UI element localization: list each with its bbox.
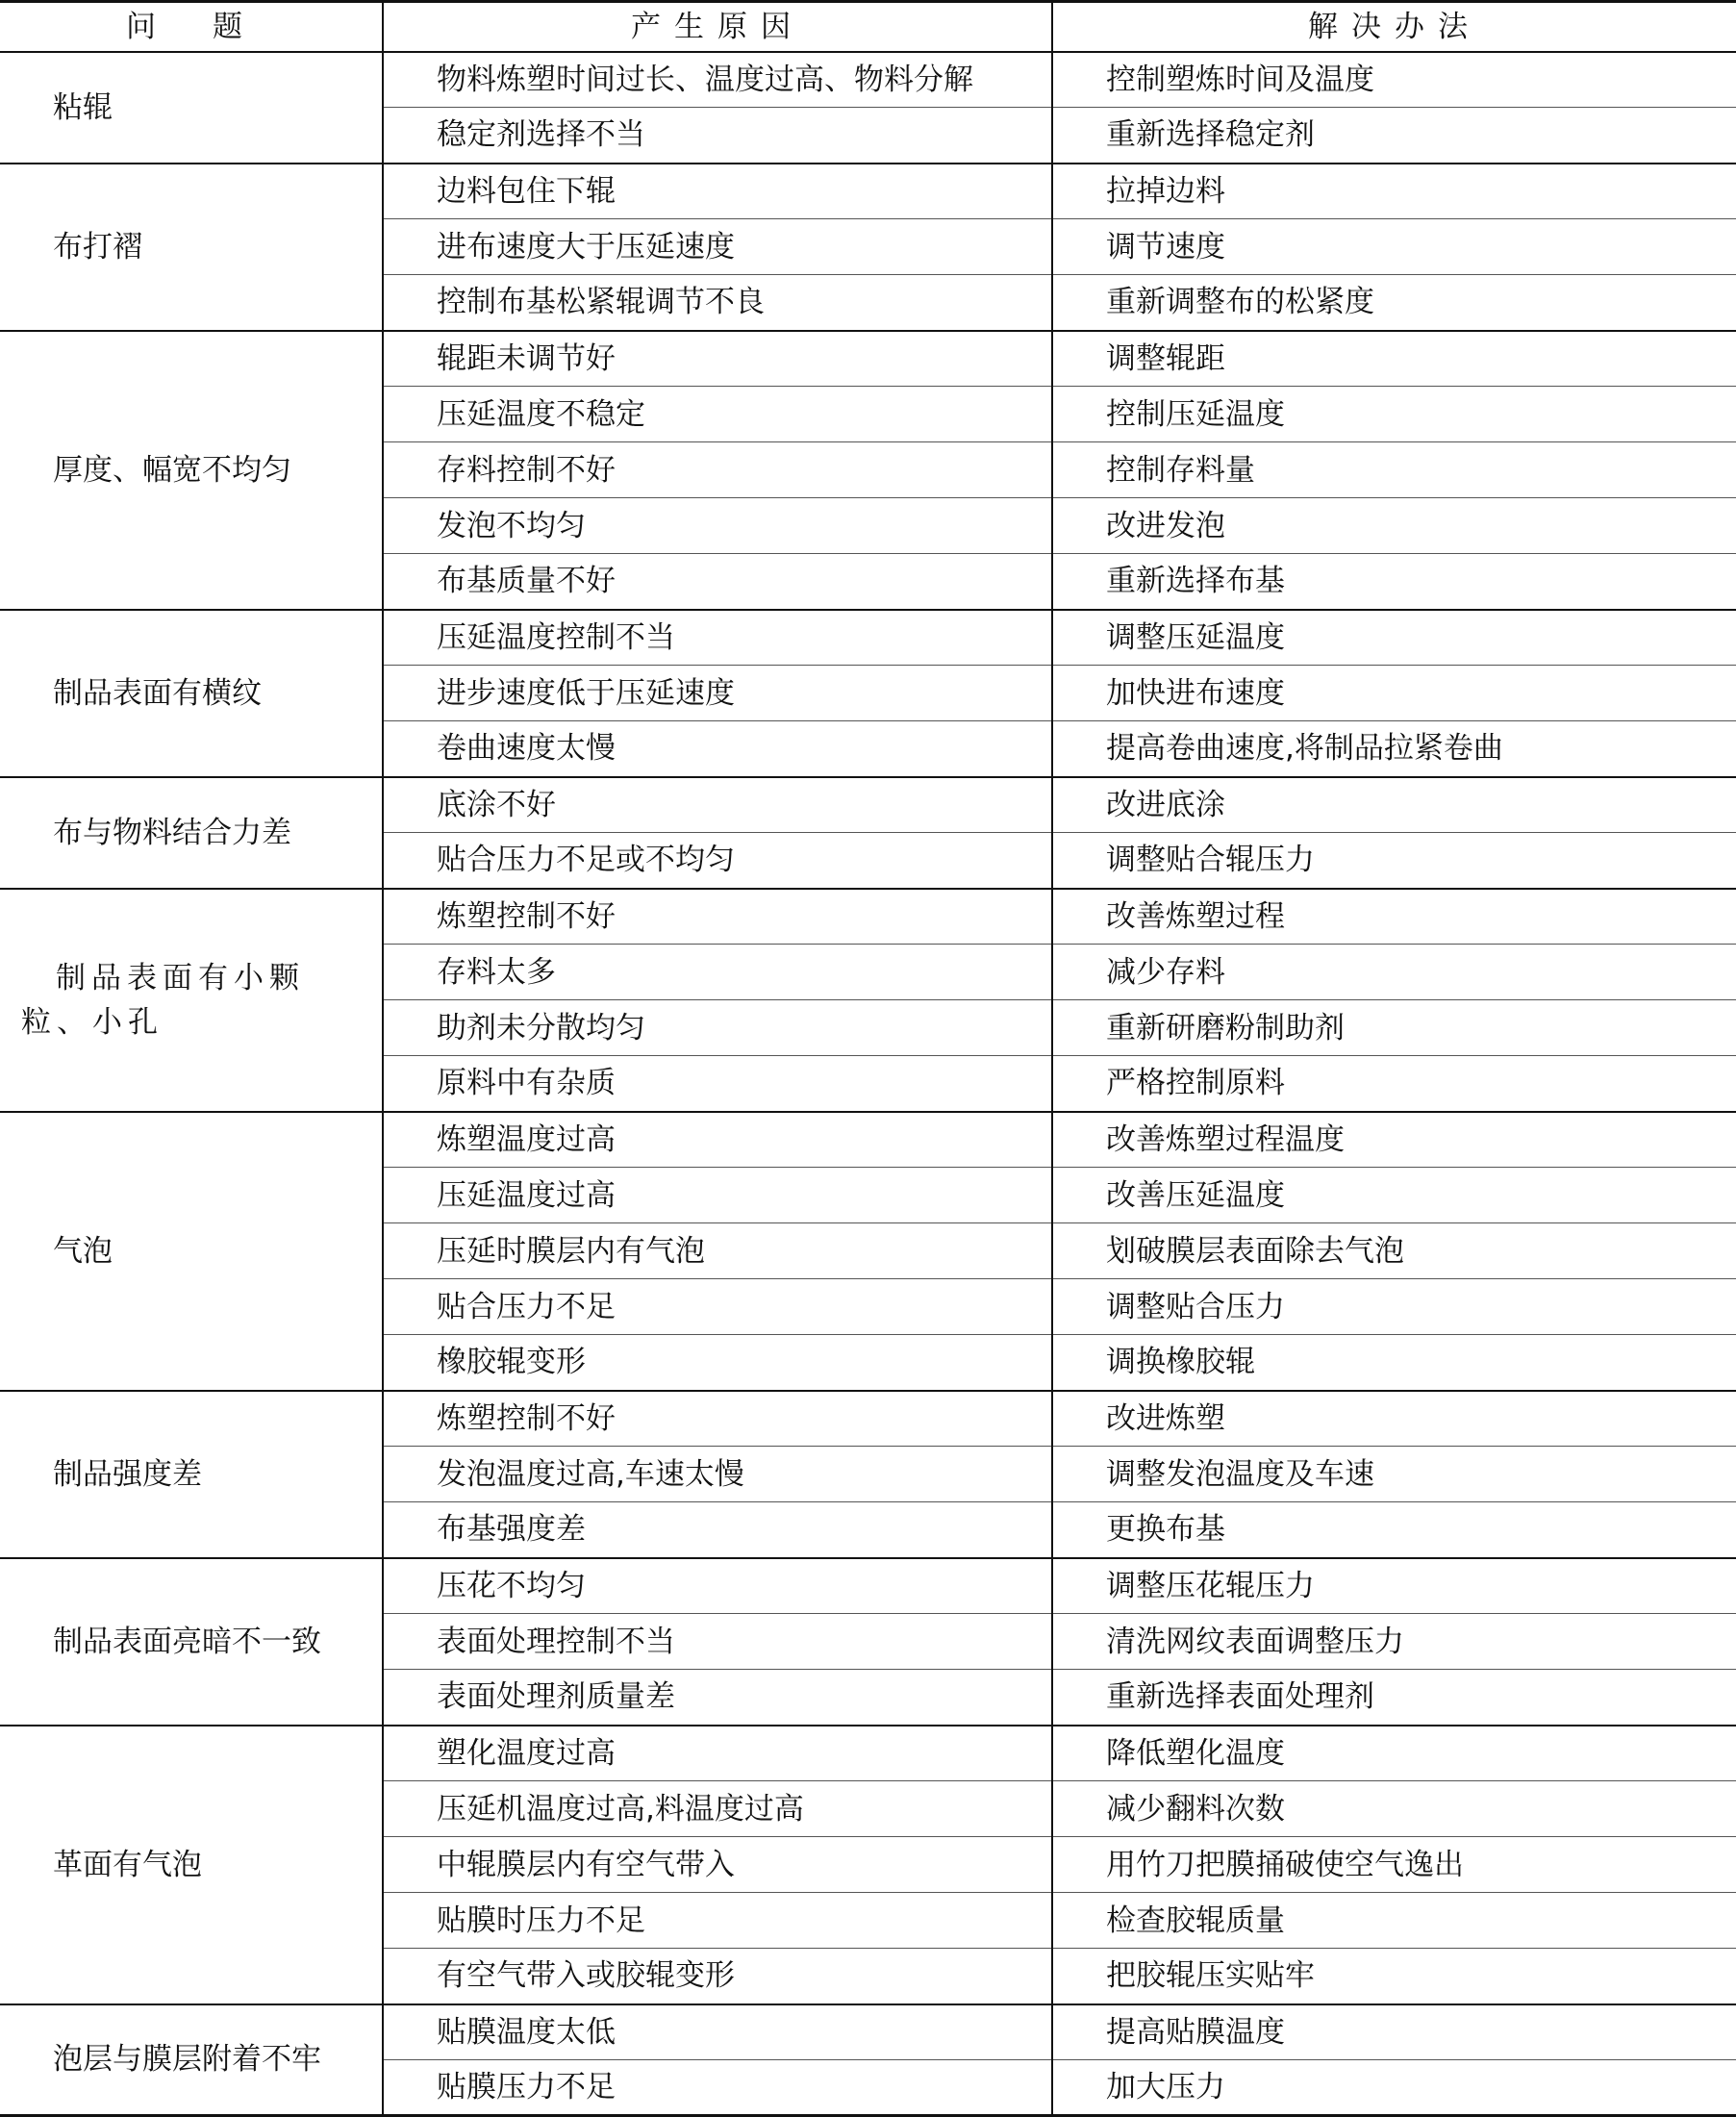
solution-cell: 改善压延温度 — [1052, 1168, 1736, 1223]
table-header — [0, 2, 1736, 52]
solution-cell: 控制压延温度 — [1052, 387, 1736, 442]
cause-cell: 稳定剂选择不当 — [383, 108, 1052, 164]
cause-cell: 贴膜压力不足 — [383, 2060, 1052, 2116]
table-row — [0, 1726, 1736, 1781]
cause-cell: 发泡不均匀 — [383, 498, 1052, 554]
table-row — [0, 777, 1736, 833]
solution-cell: 清洗网纹表面调整压力 — [1052, 1614, 1736, 1670]
table-row — [0, 331, 1736, 387]
cause-cell: 卷曲速度太慢 — [383, 721, 1052, 777]
cause-cell: 中辊膜层内有空气带入 — [383, 1837, 1052, 1893]
header-solution: 解决办法 — [1052, 2, 1736, 52]
cause-cell: 炼塑温度过高 — [383, 1112, 1052, 1168]
cause-cell: 存料控制不好 — [383, 442, 1052, 498]
solution-cell: 调整压花辊压力 — [1052, 1558, 1736, 1614]
cause-cell: 控制布基松紧辊调节不良 — [383, 275, 1052, 331]
solution-cell: 拉掉边料 — [1052, 164, 1736, 219]
cause-cell: 塑化温度过高 — [383, 1726, 1052, 1781]
table-row — [0, 164, 1736, 219]
solution-cell: 提高卷曲速度,将制品拉紧卷曲 — [1052, 721, 1736, 777]
problem-cell: 革面有气泡 — [0, 1726, 383, 2004]
cause-cell: 贴膜温度太低 — [383, 2004, 1052, 2060]
problem-cell: 泡层与膜层附着不牢 — [0, 2004, 383, 2116]
problem-cell: 布打褶 — [0, 164, 383, 331]
header-row — [0, 2, 1736, 52]
solution-cell: 加快进布速度 — [1052, 666, 1736, 721]
solution-cell: 减少翻料次数 — [1052, 1781, 1736, 1837]
solution-cell: 加大压力 — [1052, 2060, 1736, 2116]
cause-cell: 压延温度过高 — [383, 1168, 1052, 1223]
cause-cell: 底涂不好 — [383, 777, 1052, 833]
table-row — [0, 1558, 1736, 1614]
cause-cell: 贴膜时压力不足 — [383, 1893, 1052, 1949]
problem-cell: 制品表面亮暗不一致 — [0, 1558, 383, 1726]
solution-cell: 调整压延温度 — [1052, 610, 1736, 666]
solution-cell: 降低塑化温度 — [1052, 1726, 1736, 1781]
cause-cell: 布基质量不好 — [383, 554, 1052, 610]
solution-cell: 严格控制原料 — [1052, 1056, 1736, 1112]
table-row — [0, 52, 1736, 108]
solution-cell: 划破膜层表面除去气泡 — [1052, 1223, 1736, 1279]
table-row — [0, 889, 1736, 945]
solution-cell: 重新选择布基 — [1052, 554, 1736, 610]
cause-cell: 边料包住下辊 — [383, 164, 1052, 219]
solution-cell: 检查胶辊质量 — [1052, 1893, 1736, 1949]
table-row — [0, 1112, 1736, 1168]
solution-cell: 改进底涂 — [1052, 777, 1736, 833]
problem-cell: 布与物料结合力差 — [0, 777, 383, 889]
solution-cell: 重新选择表面处理剂 — [1052, 1670, 1736, 1726]
cause-cell: 压延时膜层内有气泡 — [383, 1223, 1052, 1279]
header-cause: 产生原因 — [383, 2, 1052, 52]
cause-cell: 橡胶辊变形 — [383, 1335, 1052, 1391]
solution-cell: 调整贴合压力 — [1052, 1279, 1736, 1335]
solution-cell: 改善炼塑过程 — [1052, 889, 1736, 945]
cause-cell: 物料炼塑时间过长、温度过高、物料分解 — [383, 52, 1052, 108]
table-row — [0, 610, 1736, 666]
cause-cell: 进布速度大于压延速度 — [383, 219, 1052, 275]
solution-cell: 重新研磨粉制助剂 — [1052, 1000, 1736, 1056]
cause-cell: 发泡温度过高,车速太慢 — [383, 1447, 1052, 1502]
problem-cell: 气泡 — [0, 1112, 383, 1391]
cause-cell: 压延温度控制不当 — [383, 610, 1052, 666]
solution-cell: 调节速度 — [1052, 219, 1736, 275]
cause-cell: 进步速度低于压延速度 — [383, 666, 1052, 721]
problem-cell: 制品表面有小颗粒、小孔 — [0, 889, 383, 1112]
solution-cell: 改善炼塑过程温度 — [1052, 1112, 1736, 1168]
solution-cell: 用竹刀把膜捅破使空气逸出 — [1052, 1837, 1736, 1893]
solution-cell: 提高贴膜温度 — [1052, 2004, 1736, 2060]
cause-cell: 压花不均匀 — [383, 1558, 1052, 1614]
cause-cell: 原料中有杂质 — [383, 1056, 1052, 1112]
cause-cell: 助剂未分散均匀 — [383, 1000, 1052, 1056]
cause-cell: 表面处理控制不当 — [383, 1614, 1052, 1670]
solution-cell: 改进炼塑 — [1052, 1391, 1736, 1447]
solution-cell: 重新选择稳定剂 — [1052, 108, 1736, 164]
cause-cell: 表面处理剂质量差 — [383, 1670, 1052, 1726]
solution-cell: 把胶辊压实贴牢 — [1052, 1949, 1736, 2004]
cause-cell: 压延机温度过高,料温度过高 — [383, 1781, 1052, 1837]
solution-cell: 控制存料量 — [1052, 442, 1736, 498]
table-row — [0, 2004, 1736, 2060]
cause-cell: 贴合压力不足或不均匀 — [383, 833, 1052, 889]
solution-cell: 更换布基 — [1052, 1502, 1736, 1558]
table-body — [0, 52, 1736, 2116]
solution-cell: 控制塑炼时间及温度 — [1052, 52, 1736, 108]
problem-cell: 厚度、幅宽不均匀 — [0, 331, 383, 610]
solution-cell: 减少存料 — [1052, 945, 1736, 1000]
cause-cell: 辊距未调节好 — [383, 331, 1052, 387]
cause-cell: 炼塑控制不好 — [383, 889, 1052, 945]
table-row — [0, 1391, 1736, 1447]
cause-cell: 贴合压力不足 — [383, 1279, 1052, 1335]
problem-cell: 制品强度差 — [0, 1391, 383, 1558]
cause-cell: 有空气带入或胶辊变形 — [383, 1949, 1052, 2004]
header-problem: 问 题 — [0, 2, 383, 52]
solution-cell: 调整发泡温度及车速 — [1052, 1447, 1736, 1502]
cause-cell: 布基强度差 — [383, 1502, 1052, 1558]
solution-cell: 调整贴合辊压力 — [1052, 833, 1736, 889]
solution-cell: 改进发泡 — [1052, 498, 1736, 554]
problem-cell: 制品表面有横纹 — [0, 610, 383, 777]
solution-cell: 调整辊距 — [1052, 331, 1736, 387]
cause-cell: 炼塑控制不好 — [383, 1391, 1052, 1447]
problem-cell: 粘辊 — [0, 52, 383, 164]
cause-cell: 压延温度不稳定 — [383, 387, 1052, 442]
solution-cell: 重新调整布的松紧度 — [1052, 275, 1736, 331]
solution-cell: 调换橡胶辊 — [1052, 1335, 1736, 1391]
cause-cell: 存料太多 — [383, 945, 1052, 1000]
